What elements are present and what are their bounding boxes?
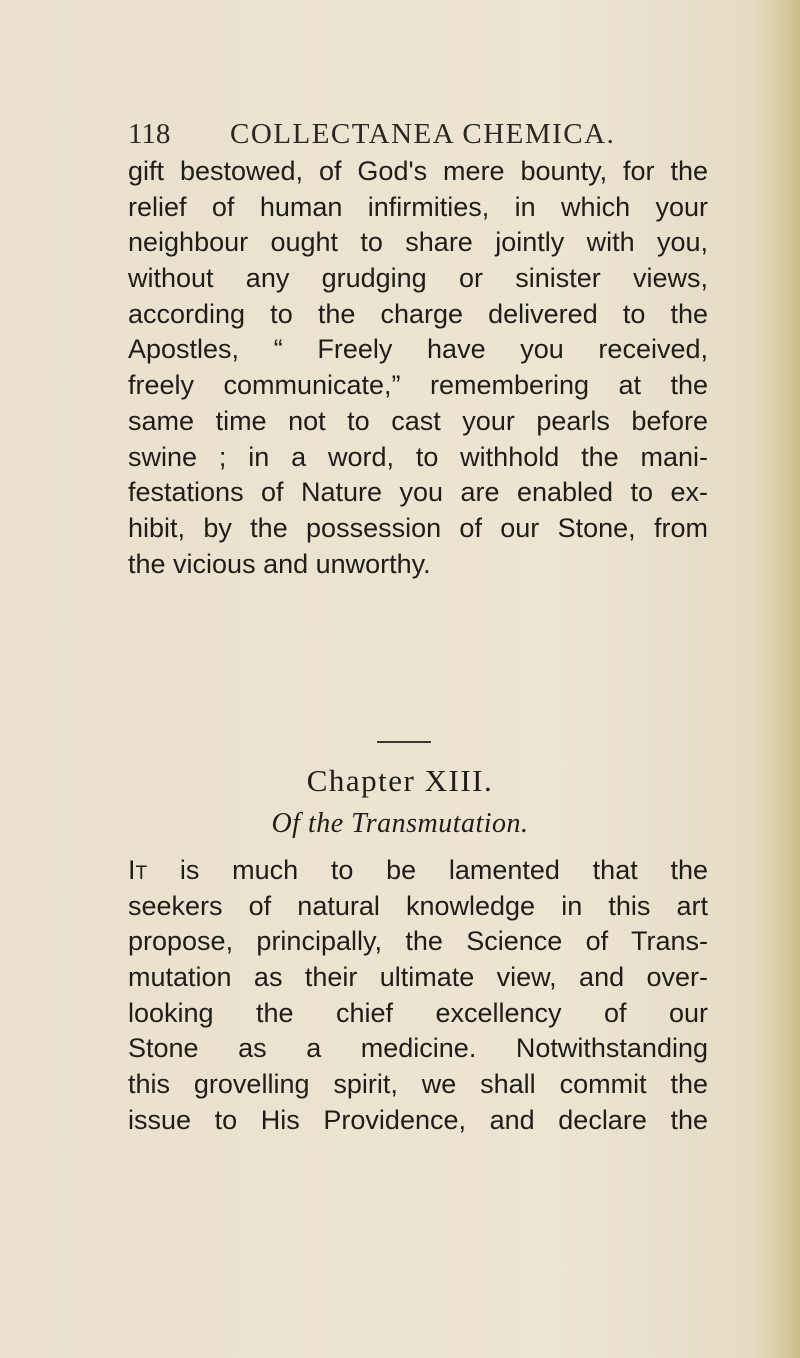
paragraph-1 <box>128 154 708 582</box>
text-line: swine ; in a word, to withhold the mani- <box>128 441 708 472</box>
chapter-subtitle: Of the Transmutation. <box>271 808 529 839</box>
text-line: the vicious and unworthy. <box>128 548 431 579</box>
text-line: issue to His Providence, and declare the <box>128 1104 708 1135</box>
page-number: 118 <box>128 118 171 150</box>
text-line: without any grudging or sinister views, <box>128 263 708 294</box>
running-head <box>128 118 728 158</box>
text-line: gift bestowed, of God's mere bounty, for the <box>128 156 708 186</box>
running-title: COLLECTANEA CHEMICA. <box>230 118 616 150</box>
text-line: festations of Nature you are enabled to ex- <box>128 477 708 508</box>
text-line: Stone as a medicine. Notwithstanding <box>128 1033 708 1064</box>
chapter-heading: Chapter XIII. <box>306 763 494 798</box>
section-divider <box>377 741 431 743</box>
text-line: mutation as their ultimate view, and over- <box>128 962 708 993</box>
text-line: hibit, by the possession of our Stone, from <box>128 512 708 543</box>
text-line: according to the charge delivered to the <box>128 298 708 329</box>
text-line: this grovelling spirit, we shall commit the <box>128 1069 708 1100</box>
opening-word: It <box>128 855 148 885</box>
opening-line-rest: is much to be lamented that the <box>147 855 708 885</box>
text-line: freely communicate,” remembering at the <box>128 370 708 401</box>
text-line: same time not to cast your pearls before <box>128 405 708 436</box>
text-line: Apostles, “ Freely have you received, <box>128 334 708 365</box>
text-line: propose, principally, the Science of Trans- <box>128 926 708 957</box>
text-line: neighbour ought to share jointly with you, <box>128 227 708 258</box>
paragraph-2 <box>128 853 708 1139</box>
text-line-opening <box>128 853 708 889</box>
text-line: looking the chief excellency of our <box>128 997 708 1028</box>
text-line: seekers of natural knowledge in this art <box>128 890 708 921</box>
text-line: relief of human infirmities, in which your <box>128 191 708 222</box>
